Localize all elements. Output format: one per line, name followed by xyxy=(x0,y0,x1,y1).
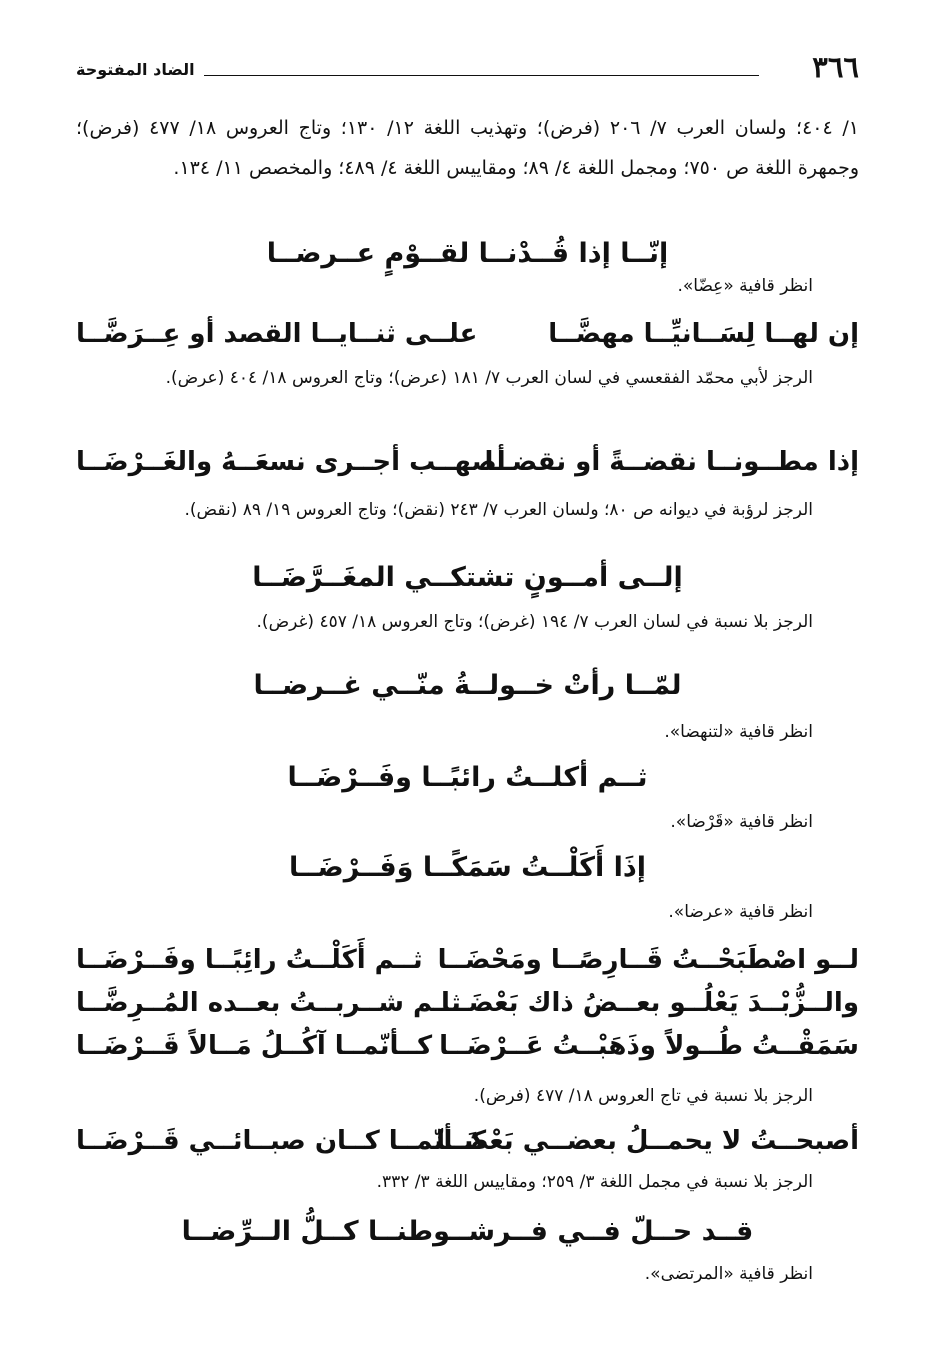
verse-line: ثــم أكلــتُ رائبًــا وفَــرْضَــا xyxy=(287,762,648,793)
running-title: الضاد المفتوحة xyxy=(76,60,195,79)
verse-couplet xyxy=(76,1119,859,1163)
verse-first-hemistich: لــو اصْطَبَحْــتُ قَــارِصًــا ومَحْضَــا xyxy=(437,945,859,975)
verse-couplet xyxy=(76,981,859,1025)
verse-first-hemistich: إن لهــا لِسَــانيِّــا مهضَّــا xyxy=(548,319,859,349)
see-rhyme-note: انظر قافية «لتنهضا». xyxy=(664,722,813,742)
reference-paragraph: الرجز بلا نسبة في مجمل اللغة ٣/ ٢٥٩؛ ومقاييس اللغة ٣/ ٣٣٢. xyxy=(376,1172,813,1192)
see-rhyme-note: انظر قافية «عرضا». xyxy=(668,902,813,922)
verse-couplet xyxy=(76,312,859,356)
reference-paragraph: الرجز بلا نسبة في تاج العروس ١٨/ ٤٧٧ (فرض). xyxy=(473,1086,813,1106)
verse-line: إنّــا إذا قُــدْنــا لقــوْمٍ عــرضــا xyxy=(266,238,669,269)
see-rhyme-note: انظر قافية «عِضّا». xyxy=(677,276,813,296)
page-number: ٣٦٦ xyxy=(812,50,859,84)
verse-second-hemistich: أصهــب أجــرى نسعَــهُ والغَــرْضَــا xyxy=(76,447,506,477)
verse-second-hemistich: ثــم شــربــتُ بعــده المُــرِضَّــا xyxy=(76,988,461,1018)
verse-line: لمّــا رأتْ خــولــةُ منّــي غــرضــا xyxy=(253,670,682,701)
verse-couplet xyxy=(76,1024,859,1068)
verse-first-hemistich: سَمَقْــتُ طُــولاً وذَهَبْــتُ عَــرْضَــا xyxy=(439,1031,859,1061)
see-rhyme-note: انظر قافية «قَرْضا». xyxy=(670,812,813,832)
verse-couplet xyxy=(76,938,859,982)
verse-first-hemistich: والــزُّبْــدَ يَعْلُــو بعــضُ ذاك بَعْضَــا xyxy=(440,988,859,1018)
reference-paragraph: الرجز لأبي محمّد الفقعسي في لسان العرب ٧/ ١٨١ (عرض)؛ وتاج العروس ١٨/ ٤٠٤ (عرض). xyxy=(165,368,813,388)
verse-second-hemistich: كــأنّمــا كــان صبــائــي قَــرْضَــا xyxy=(76,1126,487,1156)
see-rhyme-note: انظر قافية «المرتضى». xyxy=(644,1264,813,1284)
reference-paragraph: الرجز لرؤبة في ديوانه ص ٨٠؛ ولسان العرب ٧/ ٢٤٣ (نقض)؛ وتاج العروس ١٩/ ٨٩ (نقض). xyxy=(184,500,813,520)
verse-first-hemistich: أصبحــتُ لا يحمــلُ بعضــي بَعْضَــا xyxy=(436,1126,859,1156)
verse-line: إلــى أمــونٍ تشتكــي المغَــرَّضَــا xyxy=(252,562,683,593)
verse-second-hemistich: كــأنّمــا آكُــلُ مَــالاً قَــرْضَــا xyxy=(76,1031,433,1061)
verse-line: قــد حــلّ فــي فــرشــوطنــا كــلُّ الــرِّضــا xyxy=(181,1216,754,1247)
header-rule xyxy=(204,75,759,76)
page-header xyxy=(76,50,859,90)
reference-paragraph: ١/ ٤٠٤؛ ولسان العرب ٧/ ٢٠٦ (فرض)؛ وتهذيب اللغة ١٢/ ١٣٠؛ وتاج العروس ١٨/ ٤٧٧ (فرض)؛ وجمهرة اللغة ص ٧٥٠؛ ومجمل اللغة ٤/ ٨٩؛ ومقاييس اللغة ٤/ ٤٨٩؛ والمخصص ١١/ ١٣٤. xyxy=(76,117,860,179)
verse-second-hemistich: ثــم أَكَلْــتُ رائِبًــا وفَــرْضَــا xyxy=(76,945,423,975)
verse-first-hemistich: إذا مطــونــا نقضــةً أو نقضــا xyxy=(484,447,859,477)
verse-line: إذَا أَكَلْــتُ سَمَكًــا وَفَــرْضَــا xyxy=(289,852,646,883)
verse-second-hemistich: علــى ثنــايــا القصد أو عِــرَضَّــا xyxy=(76,319,478,349)
reference-paragraph: الرجز بلا نسبة في لسان العرب ٧/ ١٩٤ (غرض)؛ وتاج العروس ١٨/ ٤٥٧ (غرض). xyxy=(256,612,813,632)
verse-couplet xyxy=(76,440,859,484)
